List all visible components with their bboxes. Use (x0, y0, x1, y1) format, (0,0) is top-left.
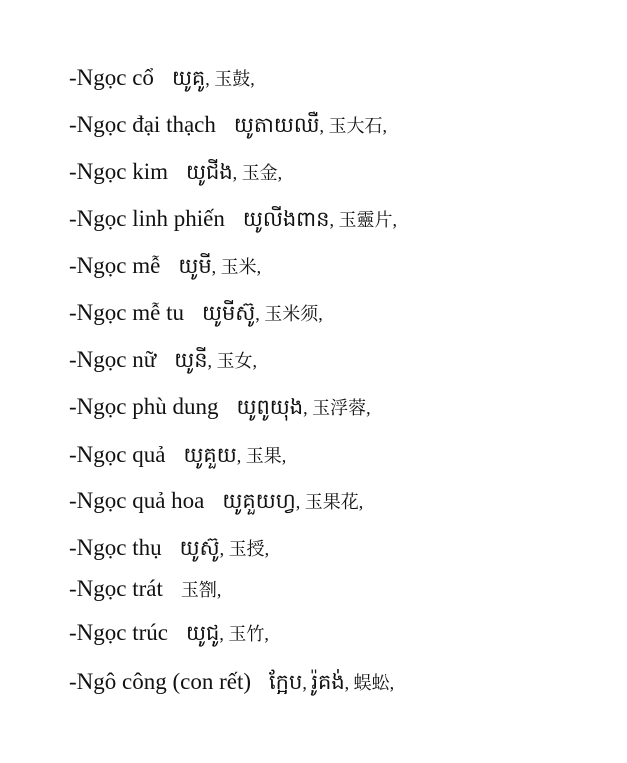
vietnamese-term: -Ngọc mễ (69, 253, 161, 278)
chinese-term: 玉授 (228, 539, 265, 560)
entry-ngoc-thu: -Ngọc thụ យូស៊ូ, 玉授, (69, 533, 269, 565)
entry-ngoc-nu: -Ngọc nữ យូនី, 玉女, (69, 345, 257, 377)
entry-ngoc-qua: -Ngọc quả យូគួយ, 玉果, (69, 440, 286, 472)
entry-ngoc-truc: -Ngọc trúc យូជូ, 玉竹, (69, 618, 269, 650)
chinese-term: 玉大石 (328, 116, 383, 137)
khmer-term: យូនី (174, 348, 208, 372)
khmer-term: យូមីស៊ូ (201, 301, 256, 325)
vietnamese-term: -Ngọc mễ tu (69, 300, 184, 325)
vietnamese-term: -Ngọc trát (69, 576, 163, 601)
entry-ngoc-trat: -Ngọc trát 玉劄, (69, 574, 221, 606)
khmer-term: យូគូ (171, 66, 206, 90)
chinese-term: 玉米须 (264, 304, 319, 325)
entry-ngoc-me: -Ngọc mễ យូមី, 玉米, (69, 251, 261, 283)
entry-ngoc-me-tu: -Ngọc mễ tu យូមីស៊ូ, 玉米须, (69, 298, 323, 330)
chinese-term: 玉女 (216, 351, 253, 372)
entry-ngoc-phu-dung: -Ngọc phù dung យូពូយុង, 玉浮蓉, (69, 392, 371, 424)
khmer-term-alt: រ៉ូគង់ (311, 670, 345, 694)
khmer-term: យូលីងពាន (242, 207, 330, 231)
chinese-term: 玉劄 (180, 580, 217, 601)
chinese-term: 玉果花 (304, 492, 359, 513)
khmer-term: យូមី (178, 254, 212, 278)
khmer-term: យូតាយឈឺ (233, 113, 320, 137)
vietnamese-term: -Ngọc nữ (69, 347, 157, 372)
chinese-term: 玉金 (241, 163, 278, 184)
chinese-term: 蜈蚣 (353, 673, 390, 694)
entry-ngoc-dai-thach: -Ngọc đại thạch យូតាយឈឺ, 玉大石, (69, 110, 387, 142)
chinese-term: 玉果 (245, 446, 282, 467)
khmer-term: ក្អែប (269, 670, 303, 694)
vietnamese-term: -Ngọc kim (69, 159, 169, 184)
khmer-term: យូស៊ូ (179, 536, 220, 560)
chinese-term: 玉靈片 (338, 210, 393, 231)
chinese-term: 玉竹 (228, 624, 265, 645)
chinese-term: 玉浮蓉 (312, 398, 367, 419)
entry-ngo-cong: -Ngô công (con rết) ក្អែប, រ៉ូគង់, 蜈蚣, (69, 667, 394, 699)
vietnamese-term: -Ngọc quả hoa (69, 488, 205, 513)
vietnamese-term: -Ngọc phù dung (69, 394, 219, 419)
vietnamese-term: -Ngọc quả (69, 442, 166, 467)
vietnamese-term: -Ngọc cổ (69, 65, 154, 90)
entry-ngoc-qua-hoa: -Ngọc quả hoa យូគួយហ្វ, 玉果花, (69, 486, 363, 518)
vietnamese-term: -Ngọc trúc (69, 620, 168, 645)
entry-ngoc-kim: -Ngọc kim យូជីង, 玉金, (69, 157, 282, 189)
entry-ngoc-linh-phien: -Ngọc linh phiến យូលីងពាន, 玉靈片, (69, 204, 397, 236)
vietnamese-term: -Ngọc linh phiến (69, 206, 225, 231)
vietnamese-term: -Ngọc đại thạch (69, 112, 216, 137)
khmer-term: យូគួយ (183, 443, 237, 467)
khmer-term: យូជីង (186, 160, 233, 184)
vietnamese-term: -Ngọc thụ (69, 535, 162, 560)
entry-ngoc-co: -Ngọc cổ យូគូ, 玉鼓, (69, 63, 255, 95)
khmer-term: យូជូ (186, 621, 220, 645)
vietnamese-term: -Ngô công (con rết) (69, 669, 252, 694)
chinese-term: 玉米 (220, 257, 257, 278)
khmer-term: យូពូយុង (236, 395, 304, 419)
khmer-term: យូគួយហ្វ (222, 489, 296, 513)
chinese-term: 玉鼓 (214, 69, 251, 90)
